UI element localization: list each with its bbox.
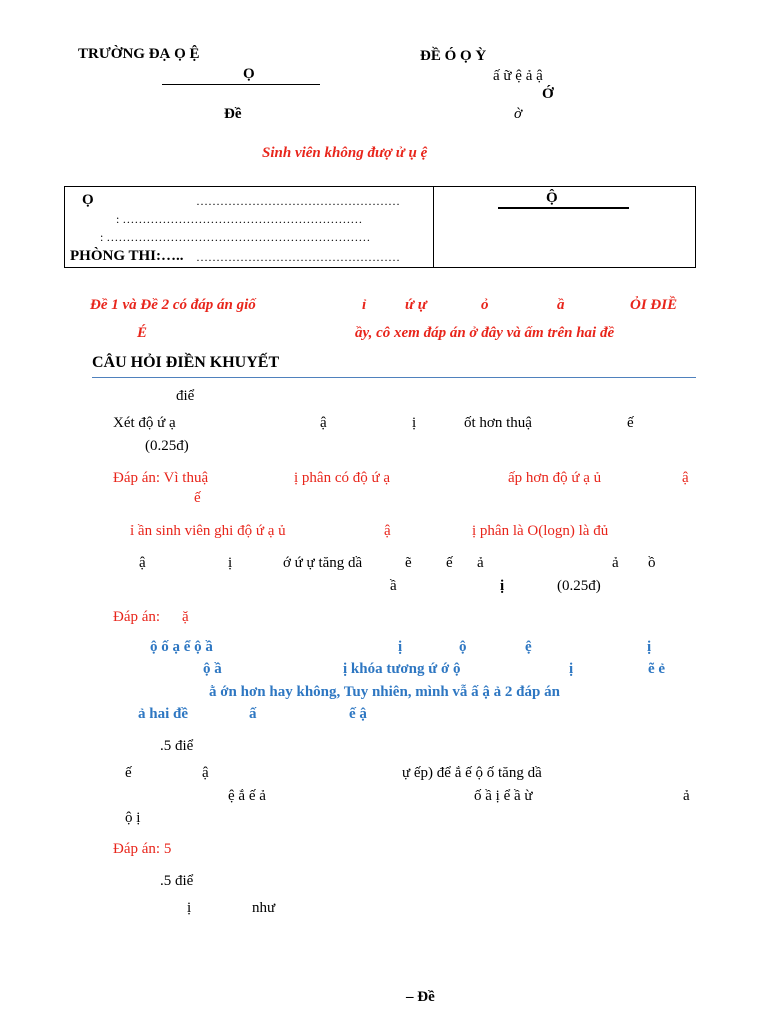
- q2-blue-l4-a: ả hai đề: [138, 706, 189, 722]
- q1-answer-line2-b: ậ: [384, 523, 391, 539]
- q2-text-c: ớ ứ ự tăng dầ: [283, 555, 363, 571]
- q2-blue-l1-e: ị: [647, 639, 652, 655]
- q1-text-d: ốt hơn thuậ: [464, 415, 532, 431]
- answer-note-line1-a: Đề 1 và Đề 2 có đáp án giố: [90, 297, 256, 313]
- q1-answer-d: ậ: [682, 470, 689, 486]
- answer-note-line1-f: ỎI ĐIỀ: [630, 297, 678, 313]
- q2-blue-l2-d: ẽ ẻ: [648, 661, 666, 677]
- exam-subtitle: ấ ữ ệ ả ậ: [493, 68, 543, 84]
- q2-blue-l4-b: ấ: [249, 706, 257, 722]
- exam-room-dots[interactable]: ……………………………………………: [196, 250, 400, 264]
- q3-text-b: ậ: [202, 765, 209, 781]
- q3-answer: Đáp án: 5: [113, 841, 172, 857]
- q2-text-a: ậ: [139, 555, 146, 571]
- exam-title: ĐỀ Ó Ọ Ỳ: [420, 48, 487, 64]
- notice-text: Sinh viên không đượ ử ụ ệ: [262, 145, 428, 161]
- exam-code-label: Đề: [224, 106, 242, 122]
- section-title-underline: [92, 377, 696, 378]
- q4-text-a: ị: [187, 900, 192, 916]
- q3-text2-c: ả: [683, 788, 690, 804]
- class-dots[interactable]: : …………………………………………………………: [100, 230, 371, 244]
- exam-room-label: PHÒNG THI:…..: [70, 248, 184, 264]
- q2-answer-label: Đáp án:: [113, 609, 161, 625]
- q1-answer-line2-a: ỉ ần sinh viên ghi độ ứ ạ ủ: [130, 523, 286, 539]
- school-subname: Ọ: [243, 66, 255, 82]
- student-name-dots[interactable]: ……………………………………………: [196, 194, 400, 208]
- q2-blue-l1-b: ị: [398, 639, 403, 655]
- q3-text2-a: ệ ắ ế ả: [228, 788, 266, 804]
- q2-text-e: ế: [446, 555, 453, 571]
- q2-blue-l4-c: ế ậ: [349, 706, 367, 722]
- q3-text-c: ự ếp) để ắ ế ộ ố tăng dầ: [402, 765, 542, 781]
- score-underline: [498, 207, 629, 209]
- exam-time-label: ờ: [514, 106, 523, 122]
- q2-text-b: ị: [228, 555, 233, 571]
- q1-text-c: ị: [412, 415, 417, 431]
- school-underline: [162, 84, 320, 85]
- q2-blue-l1-c: ộ: [459, 639, 467, 655]
- student-name-label: Ọ: [82, 192, 94, 208]
- q2-text-g: ả: [612, 555, 619, 571]
- answer-note-line1-c: ứ ự: [405, 297, 427, 313]
- q2-blue-l3: ằ ớn hơn hay không, Tuy nhiên, mình vẫ ấ ậ ả 2 đáp án: [209, 684, 560, 700]
- q2-text-i: ầ: [390, 578, 397, 594]
- q1-answer-b: ị phân có độ ứ ạ: [294, 470, 391, 486]
- answer-note-line2-a: É: [137, 325, 148, 341]
- q2-answer-value: ặ: [182, 609, 189, 625]
- exam-subtitle-2: Ớ: [542, 86, 554, 102]
- q1-text-a: Xét độ ứ ạ: [113, 415, 176, 431]
- q2-blue-l1-a: ộ ố ạ ể ộ ầ: [150, 639, 213, 655]
- school-name: TRƯỜNG ĐẠ Ọ Ệ: [78, 46, 200, 62]
- q2-score: (0.25đ): [557, 578, 601, 594]
- q4-text-b: như: [252, 900, 276, 916]
- q4-points: .5 điể: [160, 873, 194, 889]
- q1-score: (0.25đ): [145, 438, 189, 454]
- q1-answer-line2-c: ị phân là O(logn) là đủ: [472, 523, 609, 539]
- answer-note-line1-b: ỉ: [362, 297, 367, 313]
- q3-points: .5 điể: [160, 738, 194, 754]
- q2-blue-l2-a: ộ ầ: [203, 661, 222, 677]
- q2-text-f: ả: [477, 555, 484, 571]
- q3-text3: ộ ị: [125, 810, 141, 826]
- score-label: Ộ: [546, 190, 558, 206]
- answer-note-line1-e: ầ: [557, 297, 565, 313]
- q1-answer-e: ế: [194, 490, 201, 506]
- q2-blue-l1-d: ệ: [525, 639, 532, 655]
- q2-text-h: ồ: [648, 555, 656, 571]
- q2-blue-l2-b: ị khóa tương ứ ớ ộ: [343, 661, 461, 677]
- q1-answer-c: ấp hơn độ ứ ạ ủ: [508, 470, 602, 486]
- q3-text-a: ế: [125, 765, 132, 781]
- q2-text-j: ị: [500, 578, 505, 594]
- student-id-dots[interactable]: : ……………………………………………………: [116, 212, 363, 226]
- info-box-divider: [433, 186, 434, 267]
- q1-answer-a: Đáp án: Vì thuậ: [113, 470, 209, 486]
- q2-blue-l2-c: ị: [569, 661, 574, 677]
- q1-text-e: ế: [627, 415, 634, 431]
- q1-text-b: ậ: [320, 415, 327, 431]
- section-title: CÂU HỎI ĐIỀN KHUYẾT: [92, 354, 280, 371]
- answer-note-line1-d: ỏ: [481, 297, 489, 313]
- q2-text-d: ẽ: [405, 555, 412, 571]
- q1-points: điể: [176, 388, 195, 404]
- page-footer: – Đề: [406, 989, 435, 1005]
- answer-note-line2-b: ầy, cô xem đáp án ở đây và ấm trên hai đề: [355, 325, 615, 341]
- q3-text2-b: ố ầ ị ể ầ ừ: [474, 788, 533, 804]
